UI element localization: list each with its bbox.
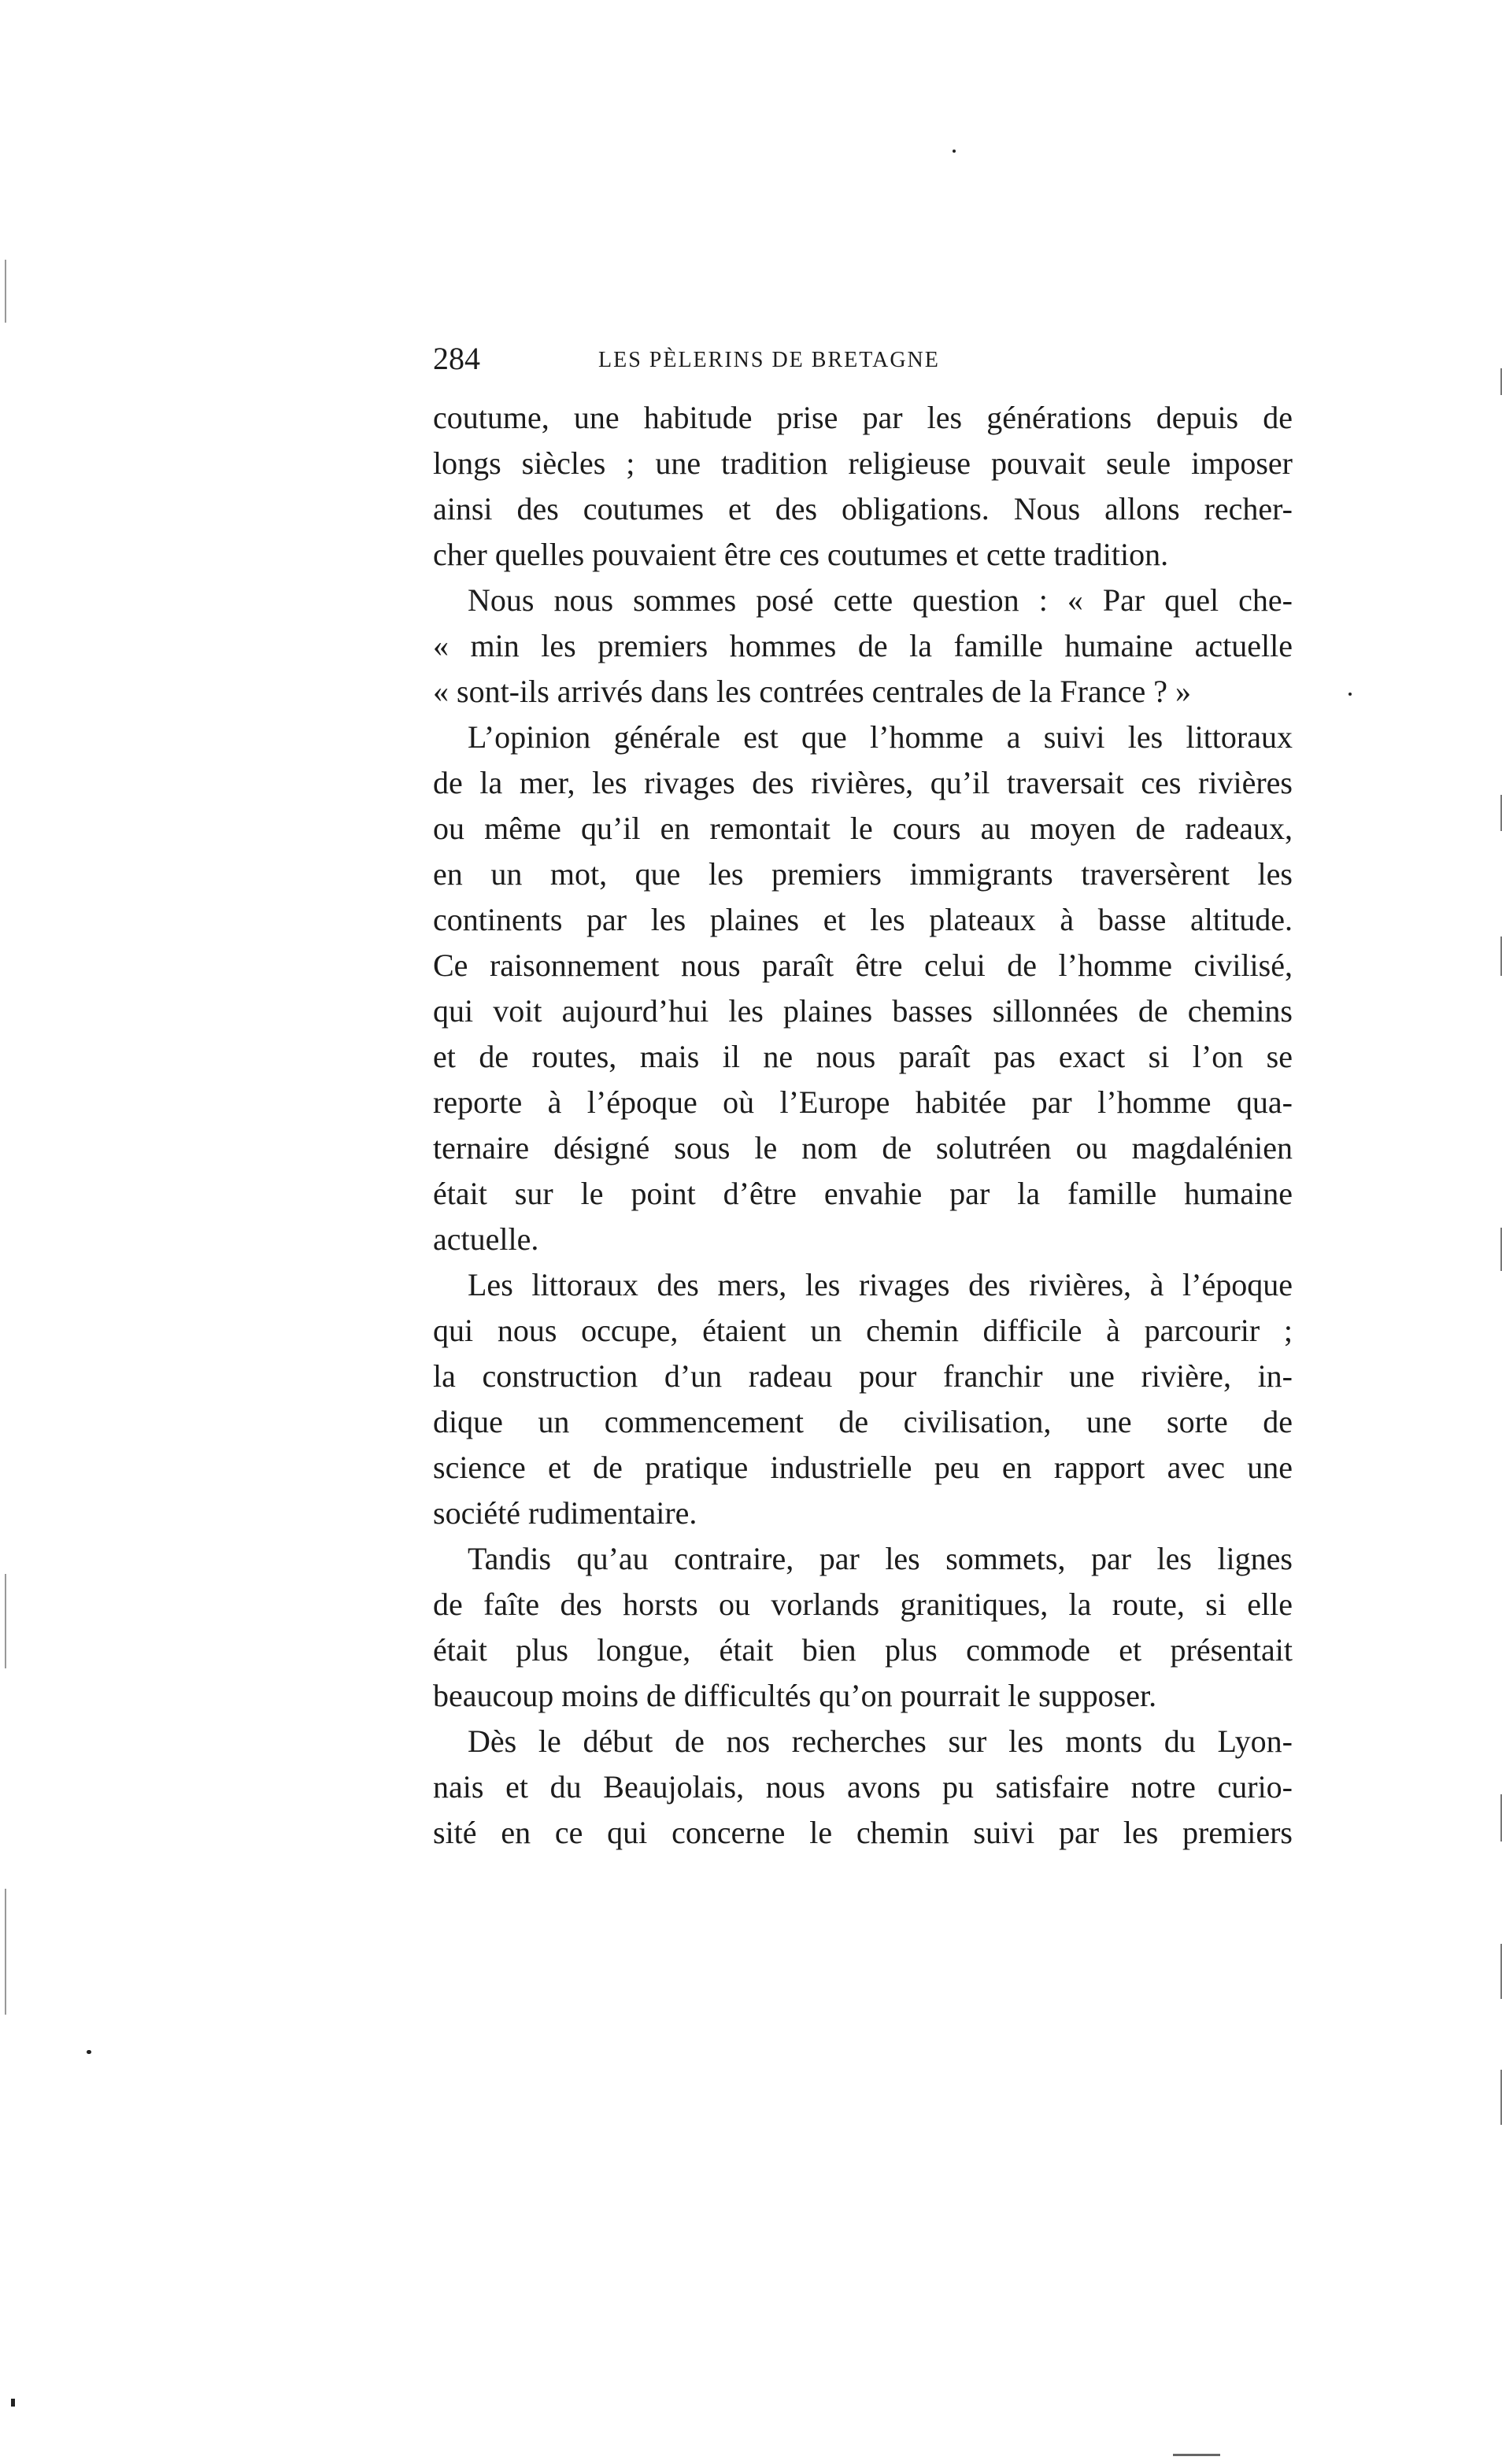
text-line: « sont-ils arrivés dans les contrées centrales de la France ? » (433, 674, 1191, 709)
text-line: était plus longue, était bien plus commode et présentait (433, 1632, 1293, 1668)
text-line: était sur le point d’être envahie par la famille humaine (433, 1176, 1293, 1211)
text-line: dique un commencement de civilisation, une sorte de (433, 1404, 1293, 1439)
text-line: beaucoup moins de difficultés qu’on pourrait le supposer. (433, 1678, 1157, 1713)
text-line: société rudimentaire. (433, 1495, 697, 1531)
text-line: qui voit aujourd’hui les plaines basses sillonnées de chemins (433, 993, 1293, 1029)
edge-mark (5, 1889, 6, 2015)
text-line: reporte à l’époque où l’Europe habitée par l’homme qua- (433, 1084, 1293, 1120)
text-line: « min les premiers hommes de la famille humaine actuelle (433, 628, 1293, 663)
text-line: Les littoraux des mers, les rivages des rivières, à l’époque (468, 1267, 1293, 1302)
scan-speck (953, 150, 956, 153)
text-line: ainsi des coutumes et des obligations. Nous allons recher- (433, 491, 1293, 526)
body-text (433, 395, 1293, 1856)
text-line: Nous nous sommes posé cette question : « Par quel che- (468, 582, 1293, 618)
scan-speck (87, 2050, 91, 2054)
edge-mark (5, 1574, 6, 1668)
text-line: nais et du Beaujolais, nous avons pu satisfaire notre curio- (433, 1769, 1293, 1805)
text-line: ternaire désigné sous le nom de solutréen ou magdalénien (433, 1130, 1293, 1166)
text-line: coutume, une habitude prise par les générations depuis de (433, 400, 1293, 435)
text-line: L’opinion générale est que l’homme a suivi les littoraux (468, 719, 1293, 755)
text-line: Ce raisonnement nous paraît être celui de l’homme civilisé, (433, 948, 1293, 983)
text-line: de la mer, les rivages des rivières, qu’il traversait ces rivières (433, 765, 1293, 800)
page-number: 284 (433, 341, 480, 376)
text-line: Dès le début de nos recherches sur les monts du Lyon- (468, 1723, 1293, 1759)
text-line: science et de pratique industrielle peu en rapport avec une (433, 1450, 1293, 1485)
text-line: de faîte des horsts ou vorlands granitiques, la route, si elle (433, 1587, 1293, 1622)
scan-speck (1348, 693, 1352, 696)
text-line: Tandis qu’au contraire, par les sommets, par les lignes (468, 1541, 1293, 1576)
text-line: et de routes, mais il ne nous paraît pas exact si l’on se (433, 1039, 1293, 1074)
text-line: sité en ce qui concerne le chemin suivi par les premiers (433, 1815, 1293, 1850)
text-line: cher quelles pouvaient être ces coutumes et cette tradition. (433, 537, 1169, 572)
running-title: LES PÈLERINS DE BRETAGNE (598, 348, 940, 372)
scan-speck (11, 2399, 15, 2407)
page-header (433, 335, 1293, 382)
text-line: actuelle. (433, 1221, 539, 1257)
text-line: ou même qu’il en remontait le cours au moyen de radeaux, (433, 811, 1293, 846)
text-line: longs siècles ; une tradition religieuse pouvait seule imposer (433, 445, 1293, 481)
text-line: en un mot, que les premiers immigrants traversèrent les (433, 856, 1293, 892)
edge-mark (1173, 2454, 1220, 2456)
text-line: qui nous occupe, étaient un chemin difficile à parcourir ; (433, 1313, 1293, 1348)
text-line: la construction d’un radeau pour franchir une rivière, in- (433, 1358, 1293, 1394)
text-line: continents par les plaines et les plateaux à basse altitude. (433, 902, 1293, 937)
edge-mark (5, 260, 6, 323)
